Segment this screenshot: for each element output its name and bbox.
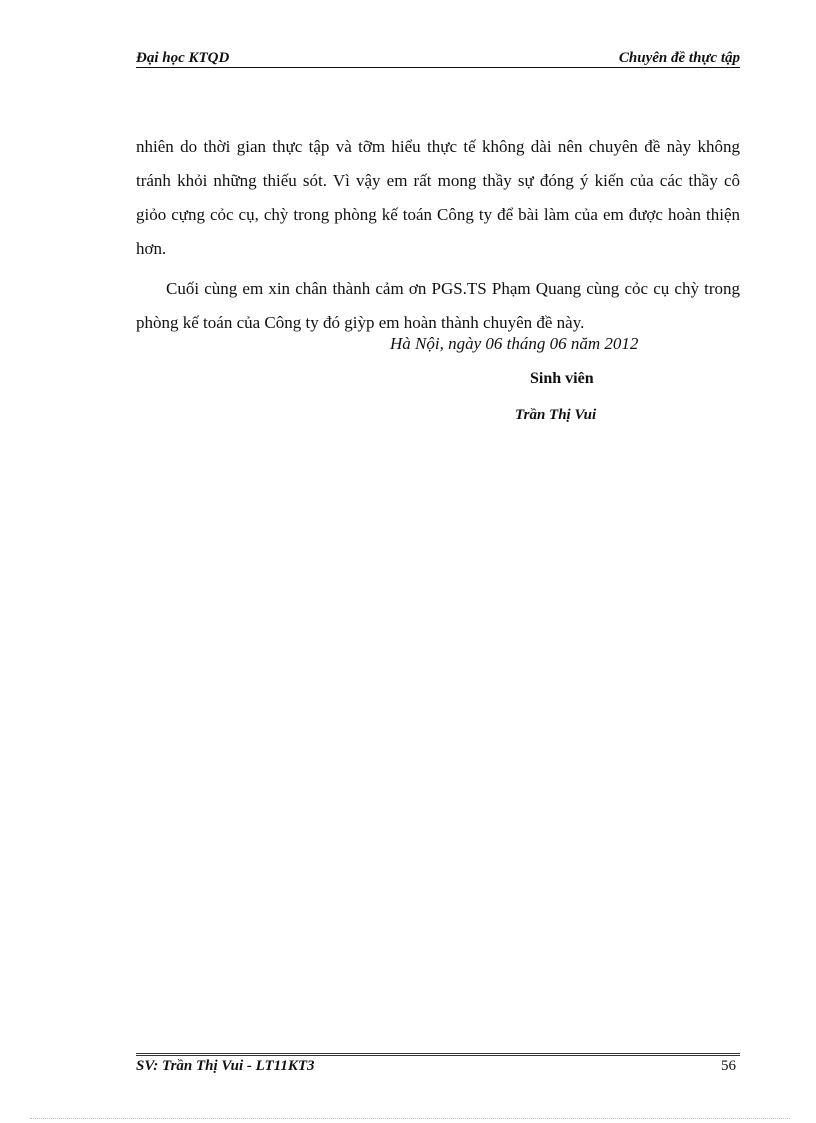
page-edge-dots bbox=[30, 1118, 790, 1119]
signer-role: Sinh viên bbox=[530, 370, 594, 387]
paragraph-1: nhiên do thời gian thực tập và tỡm hiểu thực tế không dài nên chuyên đề này không tránh khỏi những thiếu sót. Vì vậy em rất mong thầy sự đóng ý kiến của các thầy cô giỏo cựng cỏc cụ, chỳ trong phòng kế toán Công ty để bài làm của em được hoàn thiện hơn. bbox=[136, 137, 740, 258]
header-divider bbox=[136, 67, 740, 68]
page-number: 56 bbox=[721, 1058, 736, 1074]
footer-divider bbox=[136, 1053, 740, 1056]
signature-date: Hà Nội, ngày 06 tháng 06 năm 2012 bbox=[390, 334, 639, 353]
header-document-type: Chuyên đề thực tập bbox=[618, 50, 740, 66]
signer-name: Trần Thị Vui bbox=[515, 407, 597, 423]
header-university: Đại học KTQD bbox=[136, 50, 230, 66]
page-footer bbox=[136, 1058, 740, 1078]
footer-author: SV: Trần Thị Vui - LT11KT3 bbox=[136, 1058, 315, 1074]
paragraph-2: Cuối cùng em xin chân thành cảm ơn PGS.TS Phạm Quang cùng cỏc cụ chỳ trong phòng kế toán của Công ty đó giỳp em hoàn thành chuyên đề này. bbox=[136, 279, 740, 332]
body-text bbox=[136, 130, 740, 340]
